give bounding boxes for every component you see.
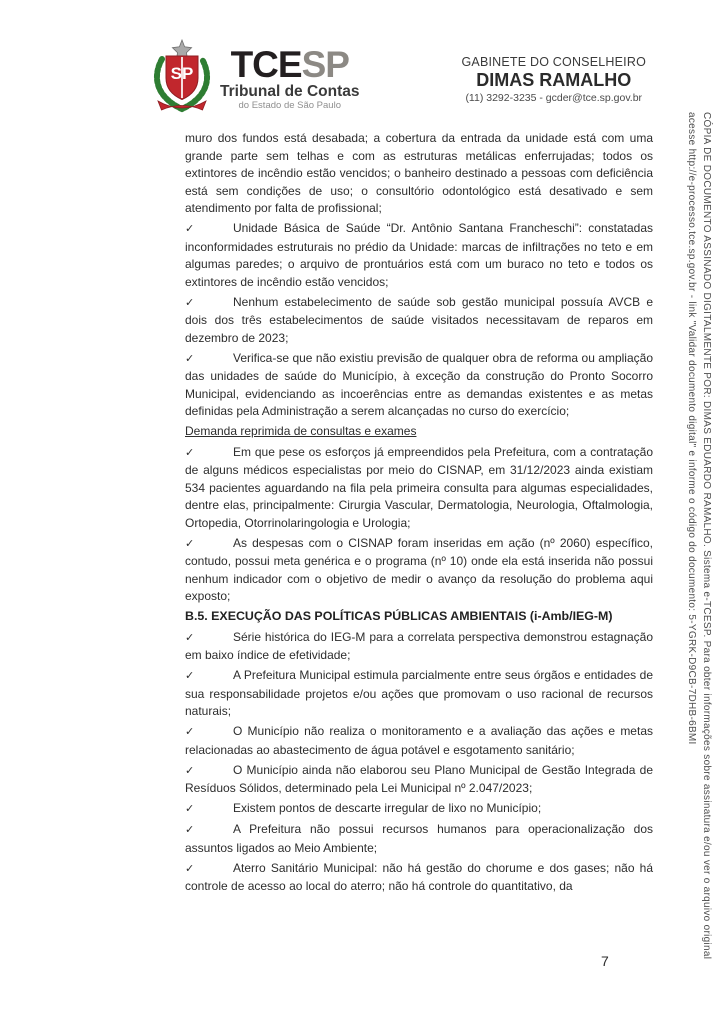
heading-bold: B.5. EXECUÇÃO DAS POLÍTICAS PÚBLICAS AMBIENTAIS (i-Amb/IEG-M) <box>185 609 613 623</box>
checklist-item: ✓ Aterro Sanitário Municipal: não há gestão do chorume e dos gases; não há controle de acesso ao local do aterro; não há controle do quantitativo, da <box>185 860 653 893</box>
checklist-item: ✓ Série histórica do IEG-M para a correlata perspectiva demonstrou estagnação em baixo índice de efetividade; <box>185 629 653 662</box>
acronym-dark-part: TCE <box>230 44 302 85</box>
checkmark-icon: ✓ <box>185 726 195 738</box>
heading-underline: Demanda reprimida de consultas e exames <box>185 424 417 438</box>
checkmark-icon: ✓ <box>185 296 195 309</box>
checklist-item: ✓ Verifica-se que não existiu previsão de qualquer obra de reforma ou ampliação das unidades de saúde do Município, à exceção da construção do Pronto Socorro Municipal, evidenciando as incoerências entre as demandas existentes e as metas definidas pela Administração a serem alcançadas no curso do exercício; <box>185 350 653 418</box>
office-block <box>462 54 647 105</box>
checkmark-icon: ✓ <box>185 446 195 459</box>
checklist-item: ✓ A Prefeitura não possui recursos humanos para operacionalização dos assuntos ligados ao Meio Ambiente; <box>185 822 653 855</box>
stamp-line-1: CÓPIA DE DOCUMENTO ASSINADO DIGITALMENTE POR: DIMAS EDUARDO RAMALHO. Sistema e-TCESP. Para obter informações sobre assinatura e/ou ver o arquivo original <box>701 112 712 960</box>
paragraph: muro dos fundos está desabada; a cobertura da entrada da unidade está com uma grande parte sem telhas e com as estruturas metálicas enferrujadas; todos os extintores de incêndio estão vencidos; o banheiro destinado a pessoas com deficiência está sem condições de uso; o consultório odontológico está desativado e sem atendimento por falta de profissional; <box>185 131 653 215</box>
checkmark-icon: ✓ <box>185 824 195 836</box>
checklist-item: ✓ O Município não realiza o monitoramento e a avaliação das ações e metas relacionadas ao abastecimento de água potável e esgotamento sanitário; <box>185 724 653 757</box>
checkmark-icon: ✓ <box>185 862 195 875</box>
checkmark-icon: ✓ <box>185 631 195 644</box>
checklist-item: ✓ Unidade Básica de Saúde “Dr. Antônio Santana Francheschi”: constatadas inconformidades estruturais no prédio da Unidade: marcas de infiltrações no teto e em algumas paredes; o arquivo de prontuários está com um buraco no teto e todos os extintores de incêndio estão vencidos; <box>185 221 653 289</box>
counselor-name: DIMAS RAMALHO <box>476 69 632 90</box>
letterhead <box>150 36 660 122</box>
checkmark-icon: ✓ <box>185 352 195 365</box>
checklist-item: ✓ O Município ainda não elaborou seu Plano Municipal de Gestão Integrada de Resíduos Sólidos, determinado pela Lei Municipal nº 2.047/2023; <box>185 762 653 795</box>
checklist-item: ✓ Existem pontos de descarte irregular de lixo no Município; <box>185 800 653 819</box>
svg-text:SP: SP <box>170 64 194 83</box>
checklist-item: ✓ Nenhum estabelecimento de saúde sob gestão municipal possuía AVCB e dois dos três estabelecimentos de saúde visitados necessitavam de reparos em dezembro de 2023; <box>185 294 653 345</box>
sao-paulo-coat-of-arms-icon <box>150 39 214 119</box>
checklist-item: ✓ Em que pese os esforços já empreendidos pela Prefeitura, com a contratação de alguns médicos especialistas por meio do CISNAP, em 31/12/2023 ainda existiam 534 pacientes aguardando na fila pela primeira consulta para algumas especialidades, dentre elas, principalmente: Cirurgia Vascular, Dermatologia, Neurologia, Oftalmologia, Ortopedia, Otorrinolaringologia e Urologia; <box>185 444 653 530</box>
digital-signature-stamp <box>684 112 714 1012</box>
org-subtitle: do Estado de São Paulo <box>238 100 341 111</box>
tcesp-acronym <box>230 44 349 85</box>
tcesp-wordmark <box>220 44 360 111</box>
checklist-item: ✓ As despesas com o CISNAP foram inseridas em ação (nº 2060) específico, contudo, possui meta genérica e o programa (nº 10) onde ela está inserida não possui nenhum indicador com o objetivo de medir o avanço da resolução do problema aqui exposto; <box>185 535 653 603</box>
checkmark-icon: ✓ <box>185 670 195 682</box>
checkmark-icon: ✓ <box>185 537 195 550</box>
stamp-line-2: acesse http://e-processo.tce.sp.gov.br - link "Validar documento digital" e informe o código do documento: 5-YGRK-D9CB-7DHB-6BMI <box>686 112 697 745</box>
office-department: GABINETE DO CONSELHEIRO <box>461 54 646 69</box>
acronym-gray-part: SP <box>301 44 349 85</box>
checkmark-icon: ✓ <box>185 803 195 815</box>
checklist-item: ✓ A Prefeitura Municipal estimula parcialmente entre seus órgãos e entidades de sua responsabilidade projetos e/ou ações que promovam o uso racional de recursos naturais; <box>185 668 653 718</box>
document-body <box>185 130 653 898</box>
org-title: Tribunal de Contas <box>220 83 360 100</box>
checkmark-icon: ✓ <box>185 223 195 235</box>
office-contact: (11) 3292-3235 - gcder@tce.sp.gov.br <box>465 91 643 104</box>
checkmark-icon: ✓ <box>185 764 195 777</box>
page-number: 7 <box>601 953 609 969</box>
